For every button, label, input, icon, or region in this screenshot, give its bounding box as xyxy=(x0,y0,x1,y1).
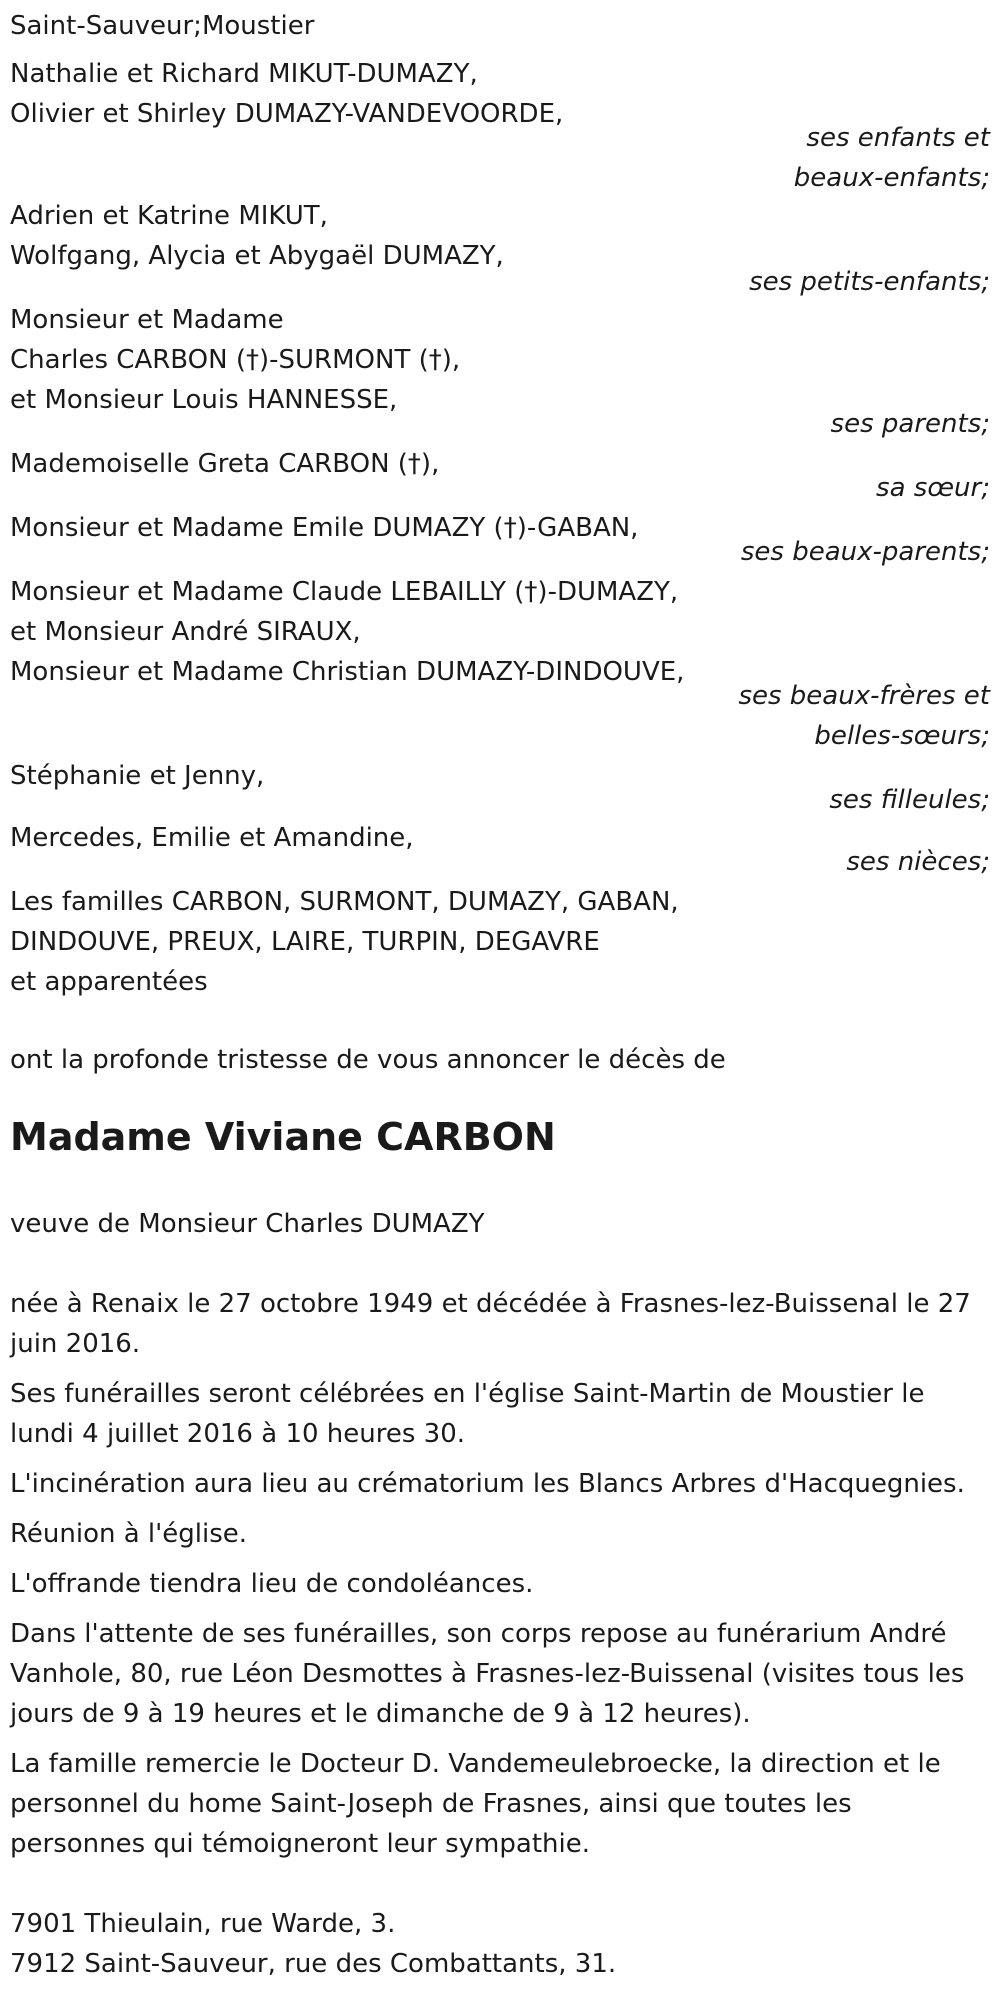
family-line: Olivier et Shirley DUMAZY-VANDEVOORDE, xyxy=(10,99,564,129)
family-line: Mercedes, Emilie et Amandine, xyxy=(10,823,414,853)
paragraph-line: personnes qui témoigneront leur sympathie. xyxy=(10,1829,590,1859)
family-line: Stéphanie et Jenny, xyxy=(10,761,265,791)
family-line: et apparentées xyxy=(10,967,208,997)
relation-label: beaux-enfants; xyxy=(793,163,990,193)
family-line: et Monsieur André SIRAUX, xyxy=(10,617,361,647)
family-line: Monsieur et Madame Claude LEBAILLY (†)-DUMAZY, xyxy=(10,577,679,607)
paragraph-line: La famille remercie le Docteur D. Vandemeulebroecke, la direction et le xyxy=(10,1749,941,1779)
family-line: Nathalie et Richard MIKUT-DUMAZY, xyxy=(10,59,478,89)
relation-label: ses beaux-parents; xyxy=(740,537,990,567)
family-line: Charles CARBON (†)-SURMONT (†), xyxy=(10,345,461,375)
paragraph-line: née à Renaix le 27 octobre 1949 et décédée à Frasnes-lez-Buissenal le 27 xyxy=(10,1289,971,1319)
family-line: Monsieur et Madame Christian DUMAZY-DINDOUVE, xyxy=(10,657,685,687)
relation-label: ses parents; xyxy=(830,409,990,439)
deceased-name: Madame Viviane CARBON xyxy=(10,1115,556,1159)
family-line: Mademoiselle Greta CARBON (†), xyxy=(10,449,440,479)
family-line: DINDOUVE, PREUX, LAIRE, TURPIN, DEGAVRE xyxy=(10,927,600,957)
paragraph-line: L'incinération aura lieu au crématorium les Blancs Arbres d'Hacquegnies. xyxy=(10,1469,965,1499)
paragraph-line: juin 2016. xyxy=(10,1329,141,1359)
relation-label: ses filleules; xyxy=(829,785,990,815)
family-line: Adrien et Katrine MIKUT, xyxy=(10,201,328,231)
announcement-text: ont la profonde tristesse de vous annoncer le décès de xyxy=(10,1045,726,1075)
relation-label: ses nièces; xyxy=(846,847,990,877)
family-line: Wolfgang, Alycia et Abygaël DUMAZY, xyxy=(10,241,504,271)
family-line: et Monsieur Louis HANNESSE, xyxy=(10,385,398,415)
family-line: Monsieur et Madame xyxy=(10,305,284,335)
family-line: Monsieur et Madame Emile DUMAZY (†)-GABAN, xyxy=(10,513,639,543)
paragraph-line: Vanhole, 80, rue Léon Desmottes à Frasnes-lez-Buissenal (visites tous les xyxy=(10,1659,965,1689)
widow-of-text: veuve de Monsieur Charles DUMAZY xyxy=(10,1209,485,1239)
paragraph-line: Réunion à l'église. xyxy=(10,1519,248,1549)
address-line: 7912 Saint-Sauveur, rue des Combattants, 31. xyxy=(10,1949,617,1979)
paragraph-line: jours de 9 à 19 heures et le dimanche de 9 à 12 heures). xyxy=(10,1699,751,1729)
paragraph-line: Dans l'attente de ses funérailles, son corps repose au funérarium André xyxy=(10,1619,947,1649)
paragraph-line: Ses funérailles seront célébrées en l'église Saint-Martin de Moustier le xyxy=(10,1379,925,1409)
relation-label: sa sœur; xyxy=(876,473,990,503)
paragraph-line: personnel du home Saint-Joseph de Frasnes, ainsi que toutes les xyxy=(10,1789,852,1819)
family-line: Les familles CARBON, SURMONT, DUMAZY, GABAN, xyxy=(10,887,679,917)
relation-label: ses enfants et xyxy=(806,123,990,153)
paragraph-line: L'offrande tiendra lieu de condoléances. xyxy=(10,1569,534,1599)
relation-label: belles-sœurs; xyxy=(814,721,990,751)
paragraph-line: lundi 4 juillet 2016 à 10 heures 30. xyxy=(10,1419,466,1449)
relation-label: ses petits-enfants; xyxy=(749,267,990,297)
relation-label: ses beaux-frères et xyxy=(738,681,990,711)
header-place: Saint-Sauveur;Moustier xyxy=(10,11,315,41)
address-line: 7901 Thieulain, rue Warde, 3. xyxy=(10,1909,396,1939)
